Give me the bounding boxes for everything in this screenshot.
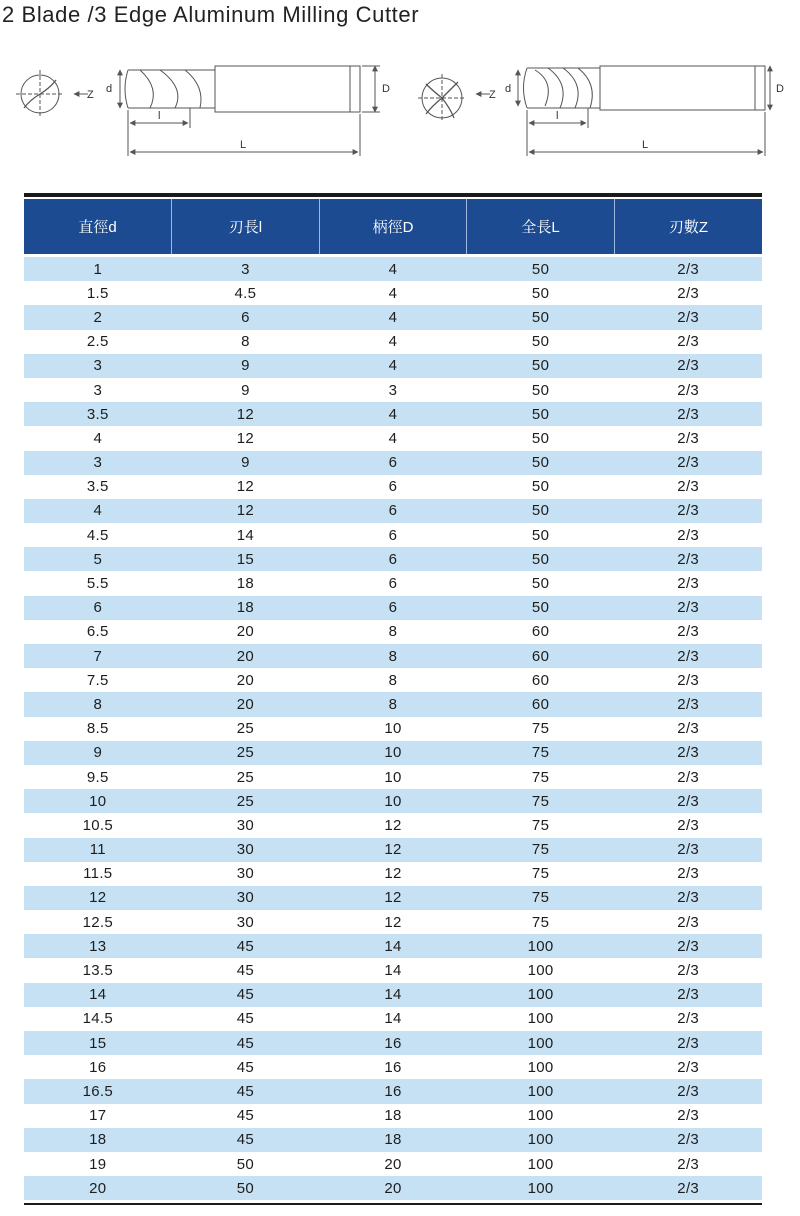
table-row <box>24 354 762 378</box>
cell-shank-diameter: 8 <box>388 623 398 641</box>
table-row <box>24 475 762 499</box>
cell-flute-count: 2/3 <box>677 1107 700 1125</box>
cell-diameter: 14.5 <box>82 1010 113 1028</box>
cell-overall-length: 50 <box>467 305 615 329</box>
cell-overall-length: 75 <box>467 789 615 813</box>
cell-shank-diameter: 4 <box>319 354 467 378</box>
cell-diameter: 9 <box>24 741 172 765</box>
cell-blade-length: 14 <box>236 526 255 544</box>
cell-flute-count: 2/3 <box>677 429 700 447</box>
cell-shank-diameter: 6 <box>388 575 398 593</box>
cell-diameter: 12.5 <box>82 913 113 931</box>
cell-overall-length: 50 <box>531 575 550 593</box>
cell-blade-length: 45 <box>172 1079 320 1103</box>
cell-overall-length: 50 <box>531 429 550 447</box>
cell-flute-count: 2/3 <box>677 1058 700 1076</box>
cell-flute-count: 2/3 <box>614 1128 762 1152</box>
cell-blade-length: 30 <box>236 816 255 834</box>
cell-shank-diameter: 14 <box>319 983 467 1007</box>
table-row <box>24 1128 762 1152</box>
cell-blade-length: 30 <box>236 913 255 931</box>
table-row <box>24 644 762 668</box>
cell-overall-length: 100 <box>527 962 554 980</box>
spec-table <box>24 199 762 1200</box>
cell-blade-length: 50 <box>236 1155 255 1173</box>
header-overall-length: 全長L <box>467 199 615 254</box>
cell-overall-length: 50 <box>531 478 550 496</box>
cell-diameter: 1 <box>24 257 172 281</box>
cell-shank-diameter: 6 <box>319 499 467 523</box>
cell-overall-length: 60 <box>467 644 615 668</box>
cell-overall-length: 60 <box>467 692 615 716</box>
cell-diameter: 5 <box>24 547 172 571</box>
cell-blade-length: 8 <box>241 333 250 351</box>
three-edge-drawing <box>418 66 770 156</box>
label-l-large-left: L <box>240 139 247 151</box>
cell-flute-count: 2/3 <box>614 934 762 958</box>
cell-overall-length: 75 <box>467 741 615 765</box>
cell-blade-length: 12 <box>172 499 320 523</box>
table-row <box>24 499 762 523</box>
cell-diameter: 8 <box>24 692 172 716</box>
cell-shank-diameter: 16 <box>319 1031 467 1055</box>
cell-overall-length: 50 <box>467 596 615 620</box>
cell-overall-length: 50 <box>531 526 550 544</box>
cell-flute-count: 2/3 <box>677 575 700 593</box>
label-z-right: Z <box>489 89 496 101</box>
cell-blade-length: 9 <box>172 451 320 475</box>
table-row <box>24 330 762 354</box>
cell-flute-count: 2/3 <box>677 720 700 738</box>
cell-diameter: 2 <box>24 305 172 329</box>
table-row <box>24 426 762 450</box>
technical-drawings <box>0 48 800 166</box>
cell-diameter: 5.5 <box>86 575 109 593</box>
cell-diameter: 18 <box>24 1128 172 1152</box>
cell-flute-count: 2/3 <box>614 451 762 475</box>
cell-flute-count: 2/3 <box>677 478 700 496</box>
cell-overall-length: 75 <box>531 768 550 786</box>
header-row <box>24 199 762 254</box>
cell-blade-length: 20 <box>236 623 255 641</box>
table-row <box>24 620 762 644</box>
cell-blade-length: 25 <box>236 720 255 738</box>
table-row <box>24 1104 762 1128</box>
cell-blade-length: 20 <box>236 671 255 689</box>
cell-shank-diameter: 12 <box>384 913 402 931</box>
cell-blade-length: 25 <box>172 741 320 765</box>
cell-shank-diameter: 14 <box>384 1010 402 1028</box>
cell-shank-diameter: 6 <box>319 547 467 571</box>
table-row <box>24 451 762 475</box>
cell-blade-length: 18 <box>172 596 320 620</box>
cell-diameter: 7 <box>24 644 172 668</box>
cell-overall-length: 100 <box>467 1079 615 1103</box>
cell-flute-count: 2/3 <box>677 284 700 302</box>
table-row <box>24 958 762 982</box>
cell-shank-diameter: 12 <box>319 838 467 862</box>
cell-diameter: 2.5 <box>86 333 109 351</box>
label-d-small-left: d <box>106 83 113 95</box>
table-row <box>24 402 762 426</box>
cell-overall-length: 75 <box>531 816 550 834</box>
cell-diameter: 3 <box>93 381 103 399</box>
cell-shank-diameter: 8 <box>319 644 467 668</box>
cell-flute-count: 2/3 <box>677 768 700 786</box>
cell-diameter: 3 <box>24 451 172 475</box>
cell-blade-length: 18 <box>236 575 255 593</box>
header-shank-diameter: 柄徑D <box>319 199 467 254</box>
cell-blade-length: 45 <box>236 1058 255 1076</box>
cell-shank-diameter: 4 <box>319 305 467 329</box>
cell-flute-count: 2/3 <box>614 596 762 620</box>
cell-blade-length: 45 <box>172 1128 320 1152</box>
cell-overall-length: 60 <box>531 623 550 641</box>
cell-shank-diameter: 6 <box>388 526 398 544</box>
cell-flute-count: 2/3 <box>677 816 700 834</box>
cell-flute-count: 2/3 <box>614 305 762 329</box>
cell-diameter: 4.5 <box>86 526 109 544</box>
cell-shank-diameter: 14 <box>384 962 402 980</box>
label-l-large-right: L <box>642 139 649 151</box>
cell-flute-count: 2/3 <box>614 1079 762 1103</box>
cell-diameter: 13 <box>24 934 172 958</box>
cell-overall-length: 75 <box>531 865 550 883</box>
cell-shank-diameter: 4 <box>388 284 398 302</box>
table-row <box>24 257 762 281</box>
cell-blade-length: 30 <box>236 865 255 883</box>
cell-diameter: 10.5 <box>82 816 113 834</box>
cell-diameter: 8.5 <box>86 720 109 738</box>
cell-blade-length: 20 <box>172 644 320 668</box>
cell-shank-diameter: 10 <box>384 768 402 786</box>
cell-overall-length: 100 <box>467 934 615 958</box>
cell-diameter: 4 <box>93 429 103 447</box>
cell-blade-length: 25 <box>172 789 320 813</box>
cell-diameter: 14 <box>24 983 172 1007</box>
cell-shank-diameter: 10 <box>384 720 402 738</box>
cell-blade-length: 20 <box>172 692 320 716</box>
cell-shank-diameter: 18 <box>319 1128 467 1152</box>
cell-diameter: 20 <box>24 1176 172 1200</box>
cell-diameter: 12 <box>24 886 172 910</box>
table-row <box>24 934 762 958</box>
cell-shank-diameter: 10 <box>319 789 467 813</box>
table-row <box>24 1031 762 1055</box>
table-row <box>24 1152 762 1176</box>
cell-blade-length: 45 <box>236 962 255 980</box>
label-d-large-right: D <box>776 83 784 95</box>
cell-shank-diameter: 3 <box>388 381 398 399</box>
label-d-small-right: d <box>505 83 512 95</box>
cutter-diagrams <box>0 48 800 166</box>
cell-blade-length: 45 <box>236 1107 255 1125</box>
table-row <box>24 378 762 402</box>
cell-flute-count: 2/3 <box>614 644 762 668</box>
cell-flute-count: 2/3 <box>677 962 700 980</box>
cell-diameter: 16 <box>89 1058 107 1076</box>
cell-overall-length: 75 <box>467 838 615 862</box>
cell-blade-length: 15 <box>172 547 320 571</box>
cell-blade-length: 9 <box>241 381 250 399</box>
cell-blade-length: 45 <box>172 1031 320 1055</box>
header-blade-length: 刃長l <box>172 199 320 254</box>
cell-diameter: 10 <box>24 789 172 813</box>
table-row <box>24 281 762 305</box>
table-row <box>24 838 762 862</box>
cell-overall-length: 60 <box>531 671 550 689</box>
cell-shank-diameter: 10 <box>319 741 467 765</box>
cell-diameter: 11 <box>24 838 172 862</box>
header-flute-count: 刃數Z <box>614 199 762 254</box>
cell-shank-diameter: 6 <box>319 451 467 475</box>
cell-overall-length: 75 <box>531 913 550 931</box>
cell-blade-length: 4.5 <box>234 284 257 302</box>
cell-shank-diameter: 16 <box>319 1079 467 1103</box>
page-title: 2 Blade /3 Edge Aluminum Milling Cutter <box>2 2 420 27</box>
bottom-divider <box>24 1203 762 1205</box>
cell-overall-length: 50 <box>531 333 550 351</box>
cell-overall-length: 50 <box>467 547 615 571</box>
table-row <box>24 1007 762 1031</box>
cell-flute-count: 2/3 <box>614 1031 762 1055</box>
cell-shank-diameter: 20 <box>319 1176 467 1200</box>
cell-overall-length: 100 <box>467 1176 615 1200</box>
cell-blade-length: 6 <box>172 305 320 329</box>
cell-diameter: 16.5 <box>24 1079 172 1103</box>
cell-blade-length: 45 <box>172 983 320 1007</box>
cell-shank-diameter: 12 <box>319 886 467 910</box>
cell-overall-length: 50 <box>467 451 615 475</box>
cell-overall-length: 50 <box>531 381 550 399</box>
cell-blade-length: 30 <box>172 838 320 862</box>
label-l-small-right: l <box>556 110 559 122</box>
cell-diameter: 9.5 <box>86 768 109 786</box>
cell-overall-length: 100 <box>527 1107 554 1125</box>
table-row <box>24 571 762 595</box>
table-row <box>24 692 762 716</box>
cell-flute-count: 2/3 <box>614 547 762 571</box>
cell-flute-count: 2/3 <box>614 402 762 426</box>
table-body <box>24 254 762 1200</box>
cell-shank-diameter: 4 <box>319 402 467 426</box>
cell-shank-diameter: 18 <box>384 1107 402 1125</box>
cell-overall-length: 75 <box>467 886 615 910</box>
cell-flute-count: 2/3 <box>614 741 762 765</box>
cell-overall-length: 50 <box>467 499 615 523</box>
table-row <box>24 668 762 692</box>
cell-flute-count: 2/3 <box>614 499 762 523</box>
table-row <box>24 886 762 910</box>
table-row <box>24 789 762 813</box>
cell-overall-length: 50 <box>467 354 615 378</box>
cell-shank-diameter: 4 <box>319 257 467 281</box>
cell-diameter: 19 <box>89 1155 107 1173</box>
cell-shank-diameter: 8 <box>319 692 467 716</box>
cell-shank-diameter: 4 <box>388 333 398 351</box>
cell-overall-length: 100 <box>467 983 615 1007</box>
label-z-left: Z <box>87 89 94 101</box>
cell-flute-count: 2/3 <box>614 354 762 378</box>
cell-flute-count: 2/3 <box>677 1010 700 1028</box>
cell-diameter: 3.5 <box>24 402 172 426</box>
cell-diameter: 3.5 <box>86 478 109 496</box>
table-row <box>24 523 762 547</box>
table-row <box>24 741 762 765</box>
cell-diameter: 13.5 <box>82 962 113 980</box>
cell-diameter: 15 <box>24 1031 172 1055</box>
cell-diameter: 6.5 <box>86 623 109 641</box>
cell-diameter: 7.5 <box>86 671 109 689</box>
cell-blade-length: 12 <box>236 429 255 447</box>
cell-blade-length: 3 <box>172 257 320 281</box>
cell-flute-count: 2/3 <box>677 1155 700 1173</box>
table-row <box>24 862 762 886</box>
cell-blade-length: 45 <box>172 934 320 958</box>
table-row <box>24 305 762 329</box>
cell-shank-diameter: 12 <box>384 865 402 883</box>
cell-shank-diameter: 6 <box>319 596 467 620</box>
cell-shank-diameter: 16 <box>384 1058 402 1076</box>
cell-overall-length: 50 <box>467 402 615 426</box>
cell-flute-count: 2/3 <box>677 381 700 399</box>
cell-flute-count: 2/3 <box>614 257 762 281</box>
cell-overall-length: 100 <box>527 1010 554 1028</box>
cell-flute-count: 2/3 <box>677 913 700 931</box>
cell-diameter: 3 <box>24 354 172 378</box>
header-diameter: 直徑d <box>24 199 172 254</box>
table-row <box>24 1176 762 1200</box>
table-row <box>24 596 762 620</box>
cell-flute-count: 2/3 <box>677 333 700 351</box>
cell-diameter: 6 <box>24 596 172 620</box>
cell-flute-count: 2/3 <box>614 692 762 716</box>
cell-flute-count: 2/3 <box>677 526 700 544</box>
cell-shank-diameter: 12 <box>384 816 402 834</box>
cell-blade-length: 30 <box>172 886 320 910</box>
cell-flute-count: 2/3 <box>614 983 762 1007</box>
cell-blade-length: 12 <box>236 478 255 496</box>
cell-blade-length: 45 <box>236 1010 255 1028</box>
table-row <box>24 1079 762 1103</box>
cell-blade-length: 9 <box>172 354 320 378</box>
cell-flute-count: 2/3 <box>677 865 700 883</box>
two-blade-drawing <box>16 66 380 156</box>
cell-diameter: 1.5 <box>86 284 109 302</box>
label-l-small-left: l <box>158 110 161 122</box>
cell-shank-diameter: 14 <box>319 934 467 958</box>
cell-shank-diameter: 20 <box>384 1155 402 1173</box>
cell-shank-diameter: 8 <box>388 671 398 689</box>
cell-overall-length: 50 <box>531 284 550 302</box>
cell-flute-count: 2/3 <box>614 838 762 862</box>
table-row <box>24 1055 762 1079</box>
cell-blade-length: 12 <box>172 402 320 426</box>
cell-blade-length: 50 <box>172 1176 320 1200</box>
cell-blade-length: 25 <box>236 768 255 786</box>
cell-diameter: 11.5 <box>83 865 113 883</box>
cell-flute-count: 2/3 <box>614 1176 762 1200</box>
cell-overall-length: 100 <box>527 1155 554 1173</box>
cell-diameter: 17 <box>89 1107 107 1125</box>
table-row <box>24 765 762 789</box>
cell-overall-length: 75 <box>531 720 550 738</box>
cell-shank-diameter: 4 <box>388 429 398 447</box>
cell-diameter: 4 <box>24 499 172 523</box>
table-row <box>24 910 762 934</box>
cell-flute-count: 2/3 <box>614 886 762 910</box>
cell-flute-count: 2/3 <box>677 671 700 689</box>
label-d-large-left: D <box>382 83 390 95</box>
cell-overall-length: 100 <box>467 1128 615 1152</box>
top-divider <box>24 193 762 197</box>
cell-flute-count: 2/3 <box>677 623 700 641</box>
table-row <box>24 717 762 741</box>
cell-overall-length: 50 <box>467 257 615 281</box>
cell-overall-length: 100 <box>467 1031 615 1055</box>
cell-overall-length: 100 <box>527 1058 554 1076</box>
table-row <box>24 813 762 837</box>
table-row <box>24 547 762 571</box>
cell-shank-diameter: 6 <box>388 478 398 496</box>
table-row <box>24 983 762 1007</box>
cell-flute-count: 2/3 <box>614 789 762 813</box>
